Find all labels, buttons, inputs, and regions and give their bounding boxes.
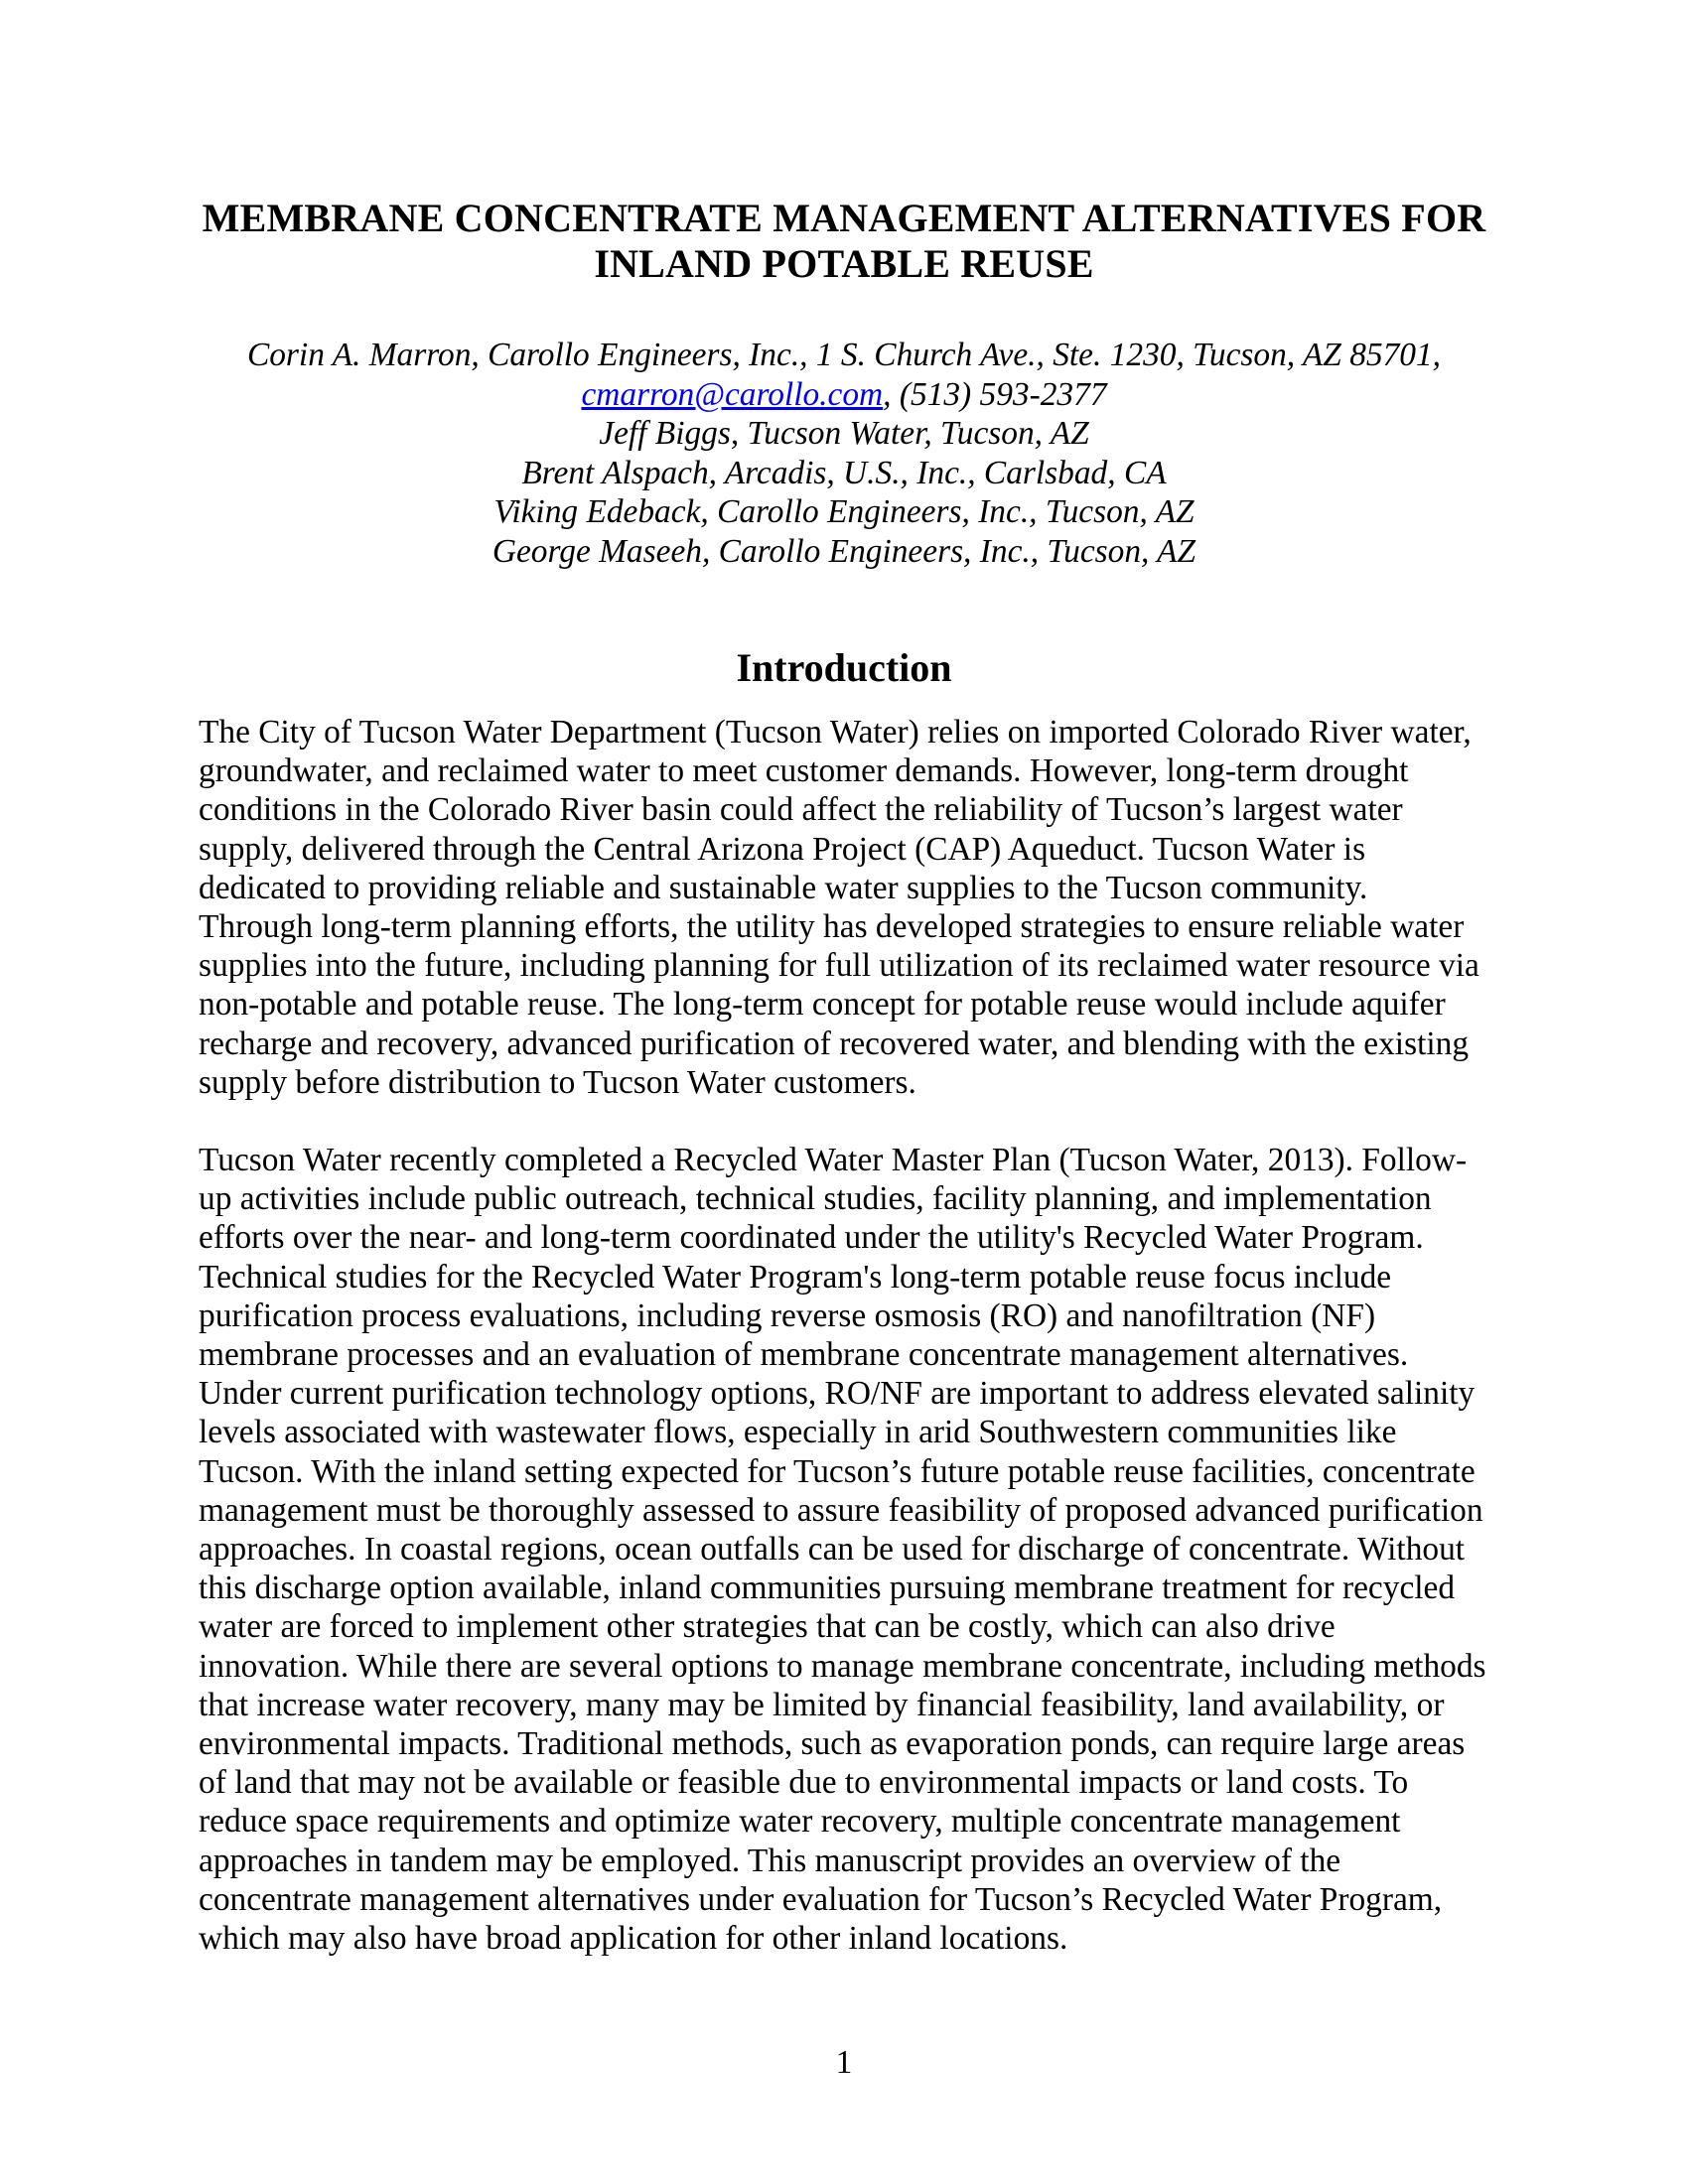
introduction-paragraph-2: Tucson Water recently completed a Recycled Water Master Plan (Tucson Water, 2013). Follow-up activities include public outreach, technical studies, facility planning, and implementation efforts over the near- and long-term coordinated under the utility's Recycled Water Program. Technical studies for the Recycled Water Program's long-term potable reuse focus include purification process evaluations, including reverse osmosis (RO) and nanofiltration (NF) membrane processes and an evaluation of membrane concentrate management alternatives. Under current purification technology options, RO/NF are important to address elevated salinity levels associated with wastewater flows, especially in arid Southwestern communities like Tucson. With the inland setting expected for Tucson’s future potable reuse facilities, concentrate management must be thoroughly assessed to assure feasibility of proposed advanced purification approaches. In coastal regions, ocean outfalls can be used for discharge of concentrate. Without this discharge option available, inland communities pursuing membrane treatment for recycled water are forced to implement other strategies that can be costly, which can also drive innovation. While there are several options to manage membrane concentrate, including methods that increase water recovery, many may be limited by financial feasibility, land availability, or environmental impacts. Traditional methods, such as evaporation ponds, can require large areas of land that may not be available or feasible due to environmental impacts or land costs. To reduce space requirements and optimize water recovery, multiple concentrate management approaches in tandem may be employed. This manuscript provides an overview of the concentrate management alternatives under evaluation for Tucson’s Recycled Water Program, which may also have broad application for other inland locations.: [199, 1142, 1486, 1958]
section-heading-introduction: Introduction: [736, 645, 952, 690]
phone-text: , (513) 593-2377: [883, 375, 1107, 413]
author-contact-line: [199, 375, 1489, 415]
author-line-jeff-biggs: Jeff Biggs, Tucson Water, Tucson, AZ: [599, 415, 1089, 452]
page-number: 1: [835, 2044, 853, 2081]
introduction-paragraph-1: The City of Tucson Water Department (Tucson Water) relies on imported Colorado River water, groundwater, and reclaimed water to meet customer demands. However, long-term drought conditions in the Colorado River basin could affect the reliability of Tucson’s largest water supply, delivered through the Central Arizona Project (CAP) Aqueduct. Tucson Water is dedicated to providing reliable and sustainable water supplies to the Tucson community. Through long-term planning efforts, the utility has developed strategies to ensure reliable water supplies into the future, including planning for full utilization of its reclaimed water resource via non-potable and potable reuse. The long-term concept for potable reuse would include aquifer recharge and recovery, advanced purification of recovered water, and blending with the existing supply before distribution to Tucson Water customers.: [199, 714, 1479, 1101]
paper-title: MEMBRANE CONCENTRATE MANAGEMENT ALTERNATIVES FOR INLAND POTABLE REUSE: [202, 196, 1486, 286]
author-line-george-maseeh: George Maseeh, Carollo Engineers, Inc., Tucson, AZ: [492, 532, 1196, 570]
email-link[interactable]: cmarron@carollo.com: [581, 375, 884, 413]
author-affiliation-line: Corin A. Marron, Carollo Engineers, Inc., 1 S. Church Ave., Ste. 1230, Tucson, AZ 85701,: [246, 337, 1442, 373]
author-line-viking-edeback: Viking Edeback, Carollo Engineers, Inc., Tucson, AZ: [493, 493, 1195, 530]
author-line-brent-alspach: Brent Alspach, Arcadis, U.S., Inc., Carlsbad, CA: [521, 454, 1167, 491]
author-block: [199, 336, 1489, 571]
